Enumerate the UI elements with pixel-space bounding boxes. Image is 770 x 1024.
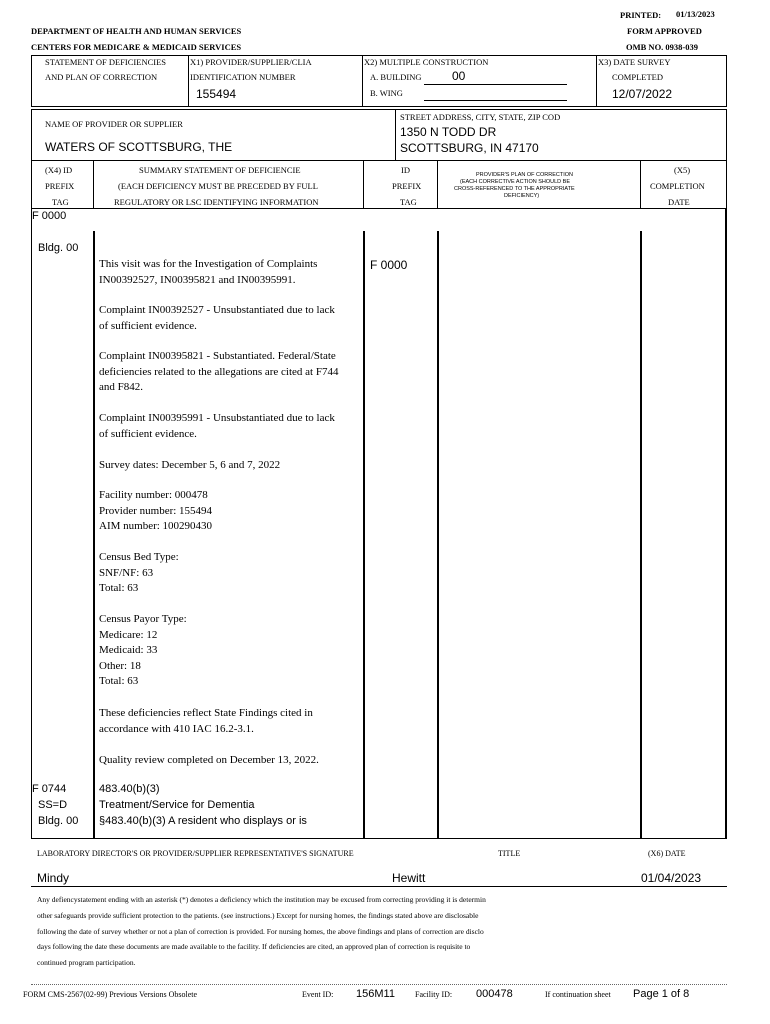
title-label: TITLE: [498, 849, 521, 858]
other-line: Other: 18: [99, 660, 141, 672]
omb-number: OMB NO. 0938-039: [626, 42, 699, 52]
id-label-1: ID: [401, 165, 410, 175]
regulation-text: §483.40(b)(3) A resident who displays or is: [99, 815, 307, 827]
complaint-2-paragraph: Complaint IN00395821 - Substantiated. Federal/State deficiencies related to the allegations are cited at F744 and F842.: [99, 350, 339, 393]
census-payor-heading: Census Payor Type:: [99, 613, 187, 625]
disclaimer-line-3: following the date of survey whether or not a plan of correction is provided. For nursing homes, the above findings and plans of correction are disclo: [37, 927, 484, 936]
statement-label-2: AND PLAN OF CORRECTION: [45, 72, 158, 82]
id-label-2: PREFIX: [392, 181, 422, 191]
snf-nf-line: SNF/NF: 63: [99, 567, 154, 579]
printed-label: PRINTED:: [620, 10, 662, 20]
building-value: 00: [452, 69, 466, 83]
poc-label-1: PROVIDER'S PLAN OF CORRECTION: [476, 172, 574, 178]
x1-label-1: X1) PROVIDER/SUPPLIER/CLIA: [190, 57, 312, 67]
bldg-00-first: Bldg. 00: [38, 242, 79, 254]
payor-total-line: Total: 63: [99, 675, 139, 687]
signed-date: 01/04/2023: [641, 871, 702, 885]
provider-name: WATERS OF SCOTTSBURG, THE: [45, 140, 233, 154]
department-title: DEPARTMENT OF HEALTH AND HUMAN SERVICES: [31, 26, 242, 36]
x5-label-2: COMPLETION: [650, 181, 705, 191]
facility-number-line: Facility number: 000478: [99, 489, 208, 501]
wing-label: B. WING: [370, 88, 403, 98]
x2-label: X2) MULTIPLE CONSTRUCTION: [364, 57, 489, 67]
page-number: Page 1 of 8: [633, 988, 690, 1000]
aim-number-line: AIM number: 100290430: [99, 520, 213, 532]
survey-date: 12/07/2022: [612, 87, 673, 101]
disclaimer-line-4: days following the date these documents are made available to the facility. If deficiencies are cited, an approved plan of correction is requisite to: [37, 942, 471, 951]
address-line-1: 1350 N TODD DR: [400, 125, 497, 139]
address-label: STREET ADDRESS, CITY, STATE, ZIP COD: [400, 112, 561, 122]
disclaimer-line-1: Any defiencystatement ending with an asterisk (*) denotes a deficiency which the institution may be excused from correcting providing it is determin: [37, 895, 486, 904]
form-id: FORM CMS-2567(02-99) Previous Versions Obsolete: [23, 990, 198, 999]
x5-label-3: DATE: [668, 197, 690, 207]
building-label: A. BUILDING: [370, 72, 422, 82]
summary-label-1: SUMMARY STATEMENT OF DEFICIENCIE: [139, 165, 301, 175]
disclaimer-line-5: continued program participation.: [37, 958, 136, 967]
centers-title: CENTERS FOR MEDICARE & MEDICAID SERVICES: [31, 42, 242, 52]
x4-label-1: (X4) ID: [45, 165, 73, 175]
signature-label: LABORATORY DIRECTOR'S OR PROVIDER/SUPPLIER REPRESENTATIVE'S SIGNATURE: [37, 849, 354, 858]
x4-label-3: TAG: [52, 197, 69, 207]
poc-label-4: DEFICIENCY): [504, 193, 540, 199]
bed-total-line: Total: 63: [99, 582, 139, 594]
event-id-value: 156M11: [356, 988, 395, 1000]
x1-label-2: IDENTIFICATION NUMBER: [190, 72, 296, 82]
address-line-2: SCOTTSBURG, IN 47170: [400, 141, 539, 155]
printed-date: 01/13/2023: [676, 9, 715, 19]
poc-label-2: (EACH CORRECTIVE ACTION SHOULD BE: [460, 179, 571, 185]
facility-id-label: Facility ID:: [415, 990, 453, 999]
provider-number: 155494: [196, 87, 237, 101]
provider-number-line: Provider number: 155494: [99, 505, 213, 517]
provider-name-label: NAME OF PROVIDER OR SUPPLIER: [45, 119, 183, 129]
signature-value: Mindy: [37, 871, 70, 885]
summary-label-3: REGULATORY OR LSC IDENTIFYING INFORMATION: [114, 197, 319, 207]
bldg-00-second: Bldg. 00: [38, 815, 79, 827]
disclaimer-line-2: other safeguards provide sufficient protection to the patients. (see instructions.) Except for nursing homes, the findings stated above are disclosable: [37, 911, 479, 920]
x3-label-1: X3) DATE SURVEY: [598, 57, 671, 67]
continuation-label: If continuation sheet: [545, 990, 611, 999]
poc-label-3: CROSS-REFERENCED TO THE APPROPRIATE: [454, 186, 575, 192]
regulation-number: 483.40(b)(3): [99, 783, 160, 795]
scope-severity: SS=D: [38, 799, 68, 811]
id-prefix-tag-f0000: F 0000: [370, 258, 408, 272]
census-bed-type-heading: Census Bed Type:: [99, 551, 179, 563]
x5-label-1: (X5): [674, 165, 691, 175]
title-value: Hewitt: [392, 871, 426, 885]
summary-label-2: (EACH DEFICIENCY MUST BE PRECEDED BY FULL: [118, 181, 318, 191]
x6-date-label: (X6) DATE: [648, 849, 686, 858]
regulation-title: Treatment/Service for Dementia: [99, 799, 255, 811]
survey-dates: Survey dates: December 5, 6 and 7, 2022: [99, 459, 281, 471]
form-approved: FORM APPROVED: [627, 26, 702, 36]
event-id-label: Event ID:: [302, 990, 334, 999]
id-label-3: TAG: [400, 197, 417, 207]
x4-label-2: PREFIX: [45, 181, 75, 191]
x3-label-2: COMPLETED: [612, 72, 663, 82]
prefix-tag-f0000: F 0000: [32, 210, 67, 222]
prefix-tag-f0744: F 0744: [32, 783, 67, 795]
state-findings-paragraph: These deficiencies reflect State Findings cited in accordance with 410 IAC 16.2-3.1.: [99, 707, 313, 735]
medicare-line: Medicare: 12: [99, 629, 158, 641]
visit-paragraph: This visit was for the Investigation of Complaints IN00392527, IN00395821 and IN00395991.: [99, 258, 318, 286]
medicaid-line: Medicaid: 33: [99, 644, 158, 656]
complaint-1-paragraph: Complaint IN00392527 - Unsubstantiated due to lack of sufficient evidence.: [99, 304, 335, 332]
complaint-3-paragraph: Complaint IN00395991 - Unsubstantiated due to lack of sufficient evidence.: [99, 412, 335, 440]
quality-review-paragraph: Quality review completed on December 13, 2022.: [99, 754, 319, 766]
statement-label-1: STATEMENT OF DEFICIENCIES: [45, 57, 167, 67]
facility-id-value: 000478: [476, 988, 513, 1000]
